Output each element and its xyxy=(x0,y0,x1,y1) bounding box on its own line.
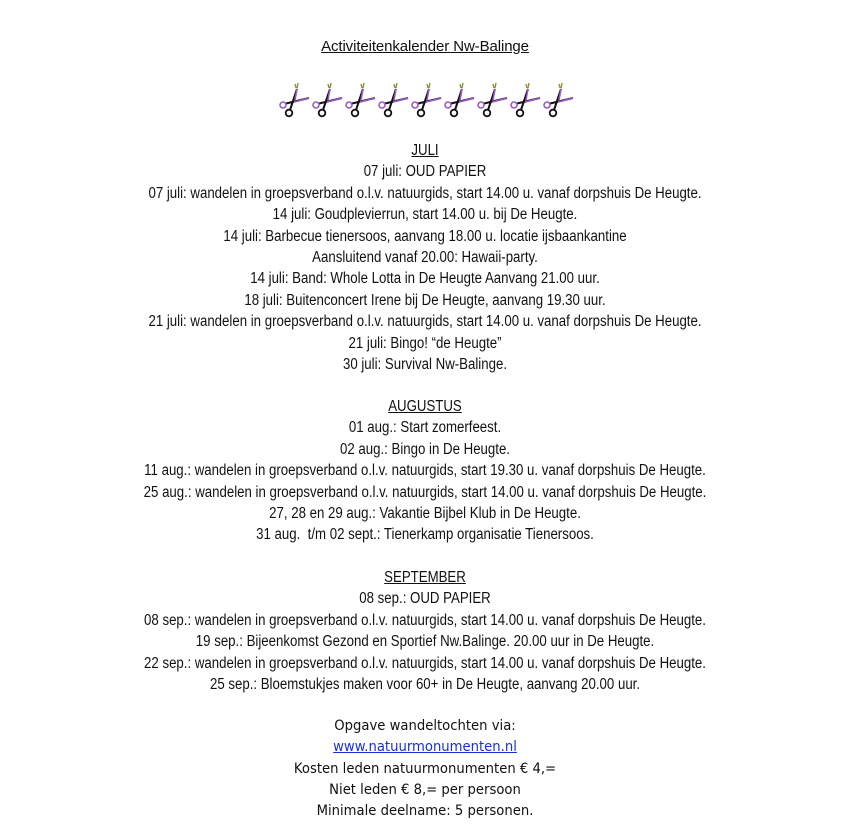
signup-intro: Opgave wandeltochten via: xyxy=(334,718,516,734)
month-section-september xyxy=(0,567,850,695)
event-item: 22 sep.: wandelen in groepsverband o.l.v. natuurgids, start 14.00 u. vanaf dorpshuis De Heugte. xyxy=(144,654,706,672)
event-item: 07 juli: wandelen in groepsverband o.l.v. natuurgids, start 14.00 u. vanaf dorpshuis De Heugte. xyxy=(148,184,702,202)
event-item: 25 aug.: wandelen in groepsverband o.l.v. natuurgids, start 14.00 u. vanaf dorpshuis De Heugte. xyxy=(143,483,707,501)
scissors-icon xyxy=(509,80,542,118)
month-heading: SEPTEMBER xyxy=(384,569,466,586)
scissors-icon xyxy=(410,80,443,118)
minimum-participants: Minimale deelname: 5 personen. xyxy=(316,803,534,820)
event-item: 14 juli: Band: Whole Lotta in De Heugte Aanvang 21.00 uur. xyxy=(250,270,600,288)
month-section-augustus xyxy=(0,396,850,546)
month-section-juli xyxy=(0,140,850,375)
scissors-icon xyxy=(278,80,311,118)
scissors-icon xyxy=(476,80,509,118)
event-item: 27, 28 en 29 aug.: Vakantie Bijbel Klub in De Heugte. xyxy=(269,505,581,523)
event-item: 18 juli: Buitenconcert Irene bij De Heugte, aanvang 19.30 uur. xyxy=(244,291,606,309)
event-item: 14 juli: Barbecue tienersoos, aanvang 18.00 u. locatie ijsbaankantine xyxy=(223,227,627,245)
month-heading: AUGUSTUS xyxy=(388,398,462,415)
event-item: 31 aug. t/m 02 sept.: Tienerkamp organisatie Tienersoos. xyxy=(256,526,594,544)
natuurmonumenten-link[interactable]: www.natuurmonumenten.nl xyxy=(333,739,517,756)
page-title: Activiteitenkalender Nw-Balinge xyxy=(321,38,529,55)
event-item: 21 juli: Bingo! “de Heugte” xyxy=(348,334,502,352)
event-item: Aansluitend vanaf 20.00: Hawaii-party. xyxy=(312,249,538,267)
cost-members: Kosten leden natuurmonumenten € 4,= xyxy=(293,760,557,777)
scissors-icon xyxy=(311,80,344,118)
event-item: 25 sep.: Bloemstukjes maken voor 60+ in De Heugte, aanvang 20.00 uur. xyxy=(209,676,641,694)
event-item: 14 juli: Goudplevierrun, start 14.00 u. bij De Heugte. xyxy=(272,206,578,224)
event-item: 08 sep.: wandelen in groepsverband o.l.v. natuurgids, start 14.00 u. vanaf dorpshuis De Heugte. xyxy=(144,611,706,629)
event-item: 01 aug.: Start zomerfeest. xyxy=(348,419,502,437)
event-item: 11 aug.: wandelen in groepsverband o.l.v. natuurgids, start 19.30 u. vanaf dorpshuis De Heugte. xyxy=(144,462,706,480)
scissors-icon xyxy=(443,80,476,118)
event-item: 30 juli: Survival Nw-Balinge. xyxy=(342,356,508,374)
scissors-icon xyxy=(377,80,410,118)
event-item: 19 sep.: Bijeenkomst Gezond en Sportief Nw.Balinge. 20.00 uur in De Heugte. xyxy=(195,633,655,651)
hiking-info xyxy=(0,716,850,822)
event-item: 07 juli: OUD PAPIER xyxy=(363,163,487,181)
scissors-icon xyxy=(344,80,377,118)
event-item: 08 sep.: OUD PAPIER xyxy=(359,590,491,608)
scissors-decoration xyxy=(278,80,578,120)
event-item: 02 aug.: Bingo in De Heugte. xyxy=(340,440,510,458)
scissors-icon xyxy=(542,80,575,118)
cost-non-members: Niet leden € 8,= per persoon xyxy=(329,781,521,798)
month-heading: JULI xyxy=(411,142,439,159)
event-item: 21 juli: wandelen in groepsverband o.l.v. natuurgids, start 14.00 u. vanaf dorpshuis De Heugte. xyxy=(148,313,702,331)
